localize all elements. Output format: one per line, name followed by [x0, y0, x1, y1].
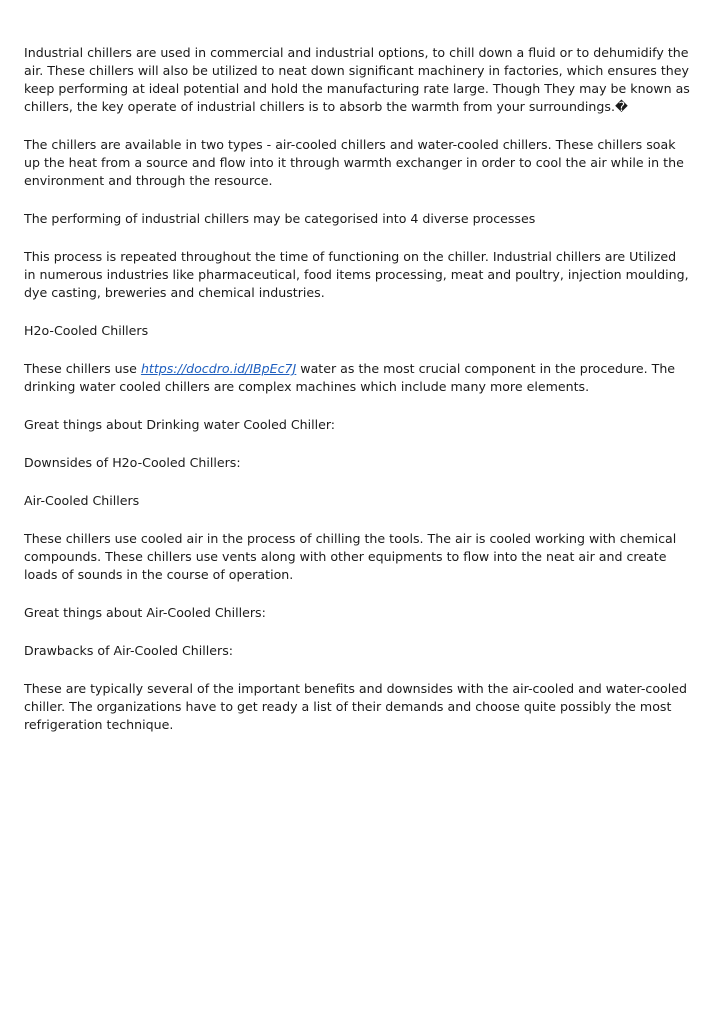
processes-paragraph: The performing of industrial chillers may be categorised into 4 diverse processes — [24, 211, 536, 226]
air-cooled-benefits-heading: Great things about Air-Cooled Chillers: — [24, 605, 266, 620]
water-cooled-text-start: These chillers use — [24, 361, 141, 376]
air-cooled-heading: Air-Cooled Chillers — [24, 493, 140, 508]
air-cooled-paragraph: These chillers use cooled air in the process of chilling the tools. The air is cooled working with chemical compounds. These chillers use vents along with other equipments to flow into the neat air and create loads of sounds in the course of operation. — [24, 531, 677, 582]
conclusion-paragraph: These are typically several of the important benefits and downsides with the air-cooled and water-cooled chiller. The organizations have to get ready a list of their demands and choose quite possibly the most refrigeration technique. — [24, 681, 687, 732]
docdro-link[interactable]: https://docdro.id/IBpEc7J — [140, 361, 297, 376]
intro-paragraph: Industrial chillers are used in commercial and industrial options, to chill down a fluid or to dehumidify the air. These chillers will also be utilized to neat down significant machinery in factories, which ensures they keep performing at ideal potential and hold the manufacturing rate large. Though They may be known as chillers, the key operate of industrial chillers is to absorb the warmth from your surroundings.� — [24, 45, 690, 114]
water-cooled-text-end: water as the most crucial component in the procedure. The drinking water cooled chillers are complex machines which include many more elements. — [24, 361, 676, 394]
water-cooled-benefits-heading: Great things about Drinking water Cooled Chiller: — [24, 417, 336, 432]
water-cooled-downsides-heading: Downsides of H2o-Cooled Chillers: — [24, 455, 241, 470]
industries-paragraph: This process is repeated throughout the time of functioning on the chiller. Industrial chillers are Utilized in numerous industries like pharmaceutical, food items processing, meat and poultry, injection moulding, dye casting, breweries and chemical industries. — [24, 249, 689, 300]
water-cooled-heading: H2o-Cooled Chillers — [24, 323, 149, 338]
types-paragraph: The chillers are available in two types - air-cooled chillers and water-cooled chillers. These chillers soak up the heat from a source and flow into it through warmth exchanger in order to cool the air while in the environment and through the resource. — [24, 137, 684, 188]
water-cooled-paragraph — [24, 360, 690, 396]
document-body — [24, 44, 690, 754]
air-cooled-drawbacks-heading: Drawbacks of Air-Cooled Chillers: — [24, 643, 234, 658]
